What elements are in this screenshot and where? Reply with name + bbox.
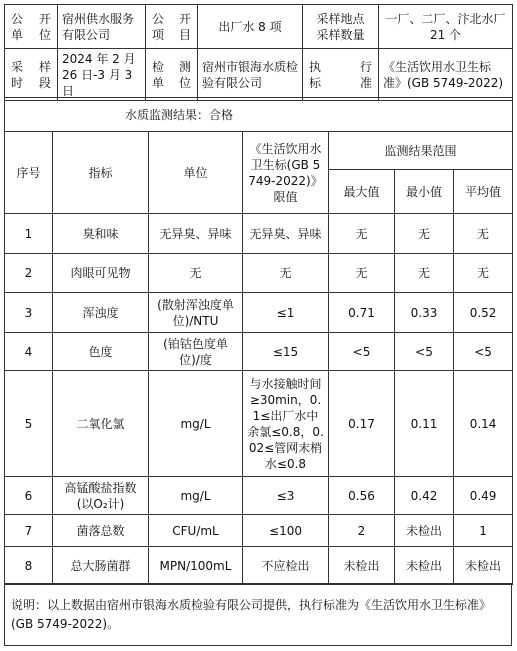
cell-avg: 0.49 bbox=[454, 477, 513, 515]
cell-no: 6 bbox=[5, 477, 53, 515]
cell-limit: 不应检出 bbox=[243, 547, 329, 585]
results-table bbox=[4, 97, 513, 585]
col-range: 监测结果范围 bbox=[329, 132, 513, 170]
cell-unit: MPN/100mL bbox=[149, 547, 243, 585]
cell-max: 0.56 bbox=[329, 477, 395, 515]
cell-min: 未检出 bbox=[395, 547, 454, 585]
cell-avg: 无 bbox=[454, 214, 513, 254]
table-row bbox=[5, 371, 513, 477]
cell-indicator: 二氧化氯 bbox=[53, 371, 149, 477]
note-table bbox=[4, 583, 512, 646]
cell-unit: mg/L bbox=[149, 371, 243, 477]
cell-indicator: 浑浊度 bbox=[53, 293, 149, 333]
standard-label: 执 行 标 准 bbox=[303, 49, 379, 101]
cell-min: <5 bbox=[395, 333, 454, 371]
cell-max: <5 bbox=[329, 333, 395, 371]
cell-avg: 0.14 bbox=[454, 371, 513, 477]
cell-unit: mg/L bbox=[149, 477, 243, 515]
supplier-label: 公 开 单 位 bbox=[5, 5, 58, 49]
cell-indicator: 总大肠菌群 bbox=[53, 547, 149, 585]
col-no: 序号 bbox=[5, 132, 53, 214]
supplier-value: 宿州供水服务有限公司 bbox=[58, 5, 146, 49]
table-row bbox=[5, 254, 513, 293]
cell-limit: ≤3 bbox=[243, 477, 329, 515]
cell-min: 无 bbox=[395, 254, 454, 293]
cell-unit: (散射浑浊度单位)/NTU bbox=[149, 293, 243, 333]
header-row-1 bbox=[5, 132, 513, 170]
cell-max: 0.17 bbox=[329, 371, 395, 477]
cell-unit: 无异臭、异味 bbox=[149, 214, 243, 254]
cell-no: 3 bbox=[5, 293, 53, 333]
data-rows bbox=[5, 214, 513, 585]
info-row-1 bbox=[5, 5, 513, 49]
cell-no: 4 bbox=[5, 333, 53, 371]
col-max: 最大值 bbox=[329, 170, 395, 214]
cell-limit: ≤100 bbox=[243, 515, 329, 547]
cell-no: 5 bbox=[5, 371, 53, 477]
table-row bbox=[5, 515, 513, 547]
col-unit: 单位 bbox=[149, 132, 243, 214]
cell-max: 未检出 bbox=[329, 547, 395, 585]
info-row-2 bbox=[5, 49, 513, 101]
col-min: 最小值 bbox=[395, 170, 454, 214]
table-row bbox=[5, 293, 513, 333]
test-unit-value: 宿州市银海水质检验有限公司 bbox=[198, 49, 303, 101]
cell-limit: 无异臭、异味 bbox=[243, 214, 329, 254]
table-row bbox=[5, 547, 513, 585]
cell-max: 无 bbox=[329, 214, 395, 254]
col-indicator: 指标 bbox=[53, 132, 149, 214]
result-summary: 水质监测结果：合格 bbox=[5, 98, 513, 132]
cell-avg: 0.52 bbox=[454, 293, 513, 333]
cell-max: 无 bbox=[329, 254, 395, 293]
cell-limit: ≤15 bbox=[243, 333, 329, 371]
period-value: 2024 年 2 月 26 日-3 月 3 日 bbox=[58, 49, 146, 101]
cell-min: 0.11 bbox=[395, 371, 454, 477]
table-row bbox=[5, 477, 513, 515]
cell-no: 2 bbox=[5, 254, 53, 293]
cell-min: 0.33 bbox=[395, 293, 454, 333]
result-summary-row bbox=[5, 98, 513, 132]
cell-unit: (铂钴色度单位)/度 bbox=[149, 333, 243, 371]
sampling-value: 一厂、二厂、汴北水厂 21 个 bbox=[379, 5, 513, 49]
public-item-value: 出厂水 8 项 bbox=[198, 5, 303, 49]
cell-max: 2 bbox=[329, 515, 395, 547]
test-unit-label: 检 测 单 位 bbox=[146, 49, 198, 101]
cell-unit: 无 bbox=[149, 254, 243, 293]
cell-limit: ≤1 bbox=[243, 293, 329, 333]
cell-unit: CFU/mL bbox=[149, 515, 243, 547]
cell-avg: <5 bbox=[454, 333, 513, 371]
cell-indicator: 高锰酸盐指数(以O₂计) bbox=[53, 477, 149, 515]
col-limit: 《生活饮用水卫生标(GB 5749-2022)》限值 bbox=[243, 132, 329, 214]
cell-min: 0.42 bbox=[395, 477, 454, 515]
cell-no: 7 bbox=[5, 515, 53, 547]
cell-indicator: 色度 bbox=[53, 333, 149, 371]
cell-no: 8 bbox=[5, 547, 53, 585]
cell-avg: 无 bbox=[454, 254, 513, 293]
table-row bbox=[5, 333, 513, 371]
public-item-label: 公 开 项 目 bbox=[146, 5, 198, 49]
cell-limit: 无 bbox=[243, 254, 329, 293]
note-row bbox=[5, 584, 512, 646]
cell-avg: 未检出 bbox=[454, 547, 513, 585]
standard-value: 《生活饮用水卫生标准》(GB 5749-2022) bbox=[379, 49, 513, 101]
sampling-label: 采样地点 采样数量 bbox=[303, 5, 379, 49]
cell-indicator: 菌落总数 bbox=[53, 515, 149, 547]
cell-min: 未检出 bbox=[395, 515, 454, 547]
cell-max: 0.71 bbox=[329, 293, 395, 333]
cell-min: 无 bbox=[395, 214, 454, 254]
info-table bbox=[4, 4, 513, 101]
cell-indicator: 肉眼可见物 bbox=[53, 254, 149, 293]
table-row bbox=[5, 214, 513, 254]
cell-avg: 1 bbox=[454, 515, 513, 547]
note-text: 说明：以上数据由宿州市银海水质检验有限公司提供，执行标准为《生活饮用水卫生标准》(GB 5749-2022)。 bbox=[5, 584, 512, 646]
cell-no: 1 bbox=[5, 214, 53, 254]
cell-limit: 与水接触时间≥30min，0.1≤出厂水中余氯≤0.8，0.02≤管网末梢水≤0.8 bbox=[243, 371, 329, 477]
cell-indicator: 臭和味 bbox=[53, 214, 149, 254]
col-avg: 平均值 bbox=[454, 170, 513, 214]
period-label: 采 样 时 段 bbox=[5, 49, 58, 101]
